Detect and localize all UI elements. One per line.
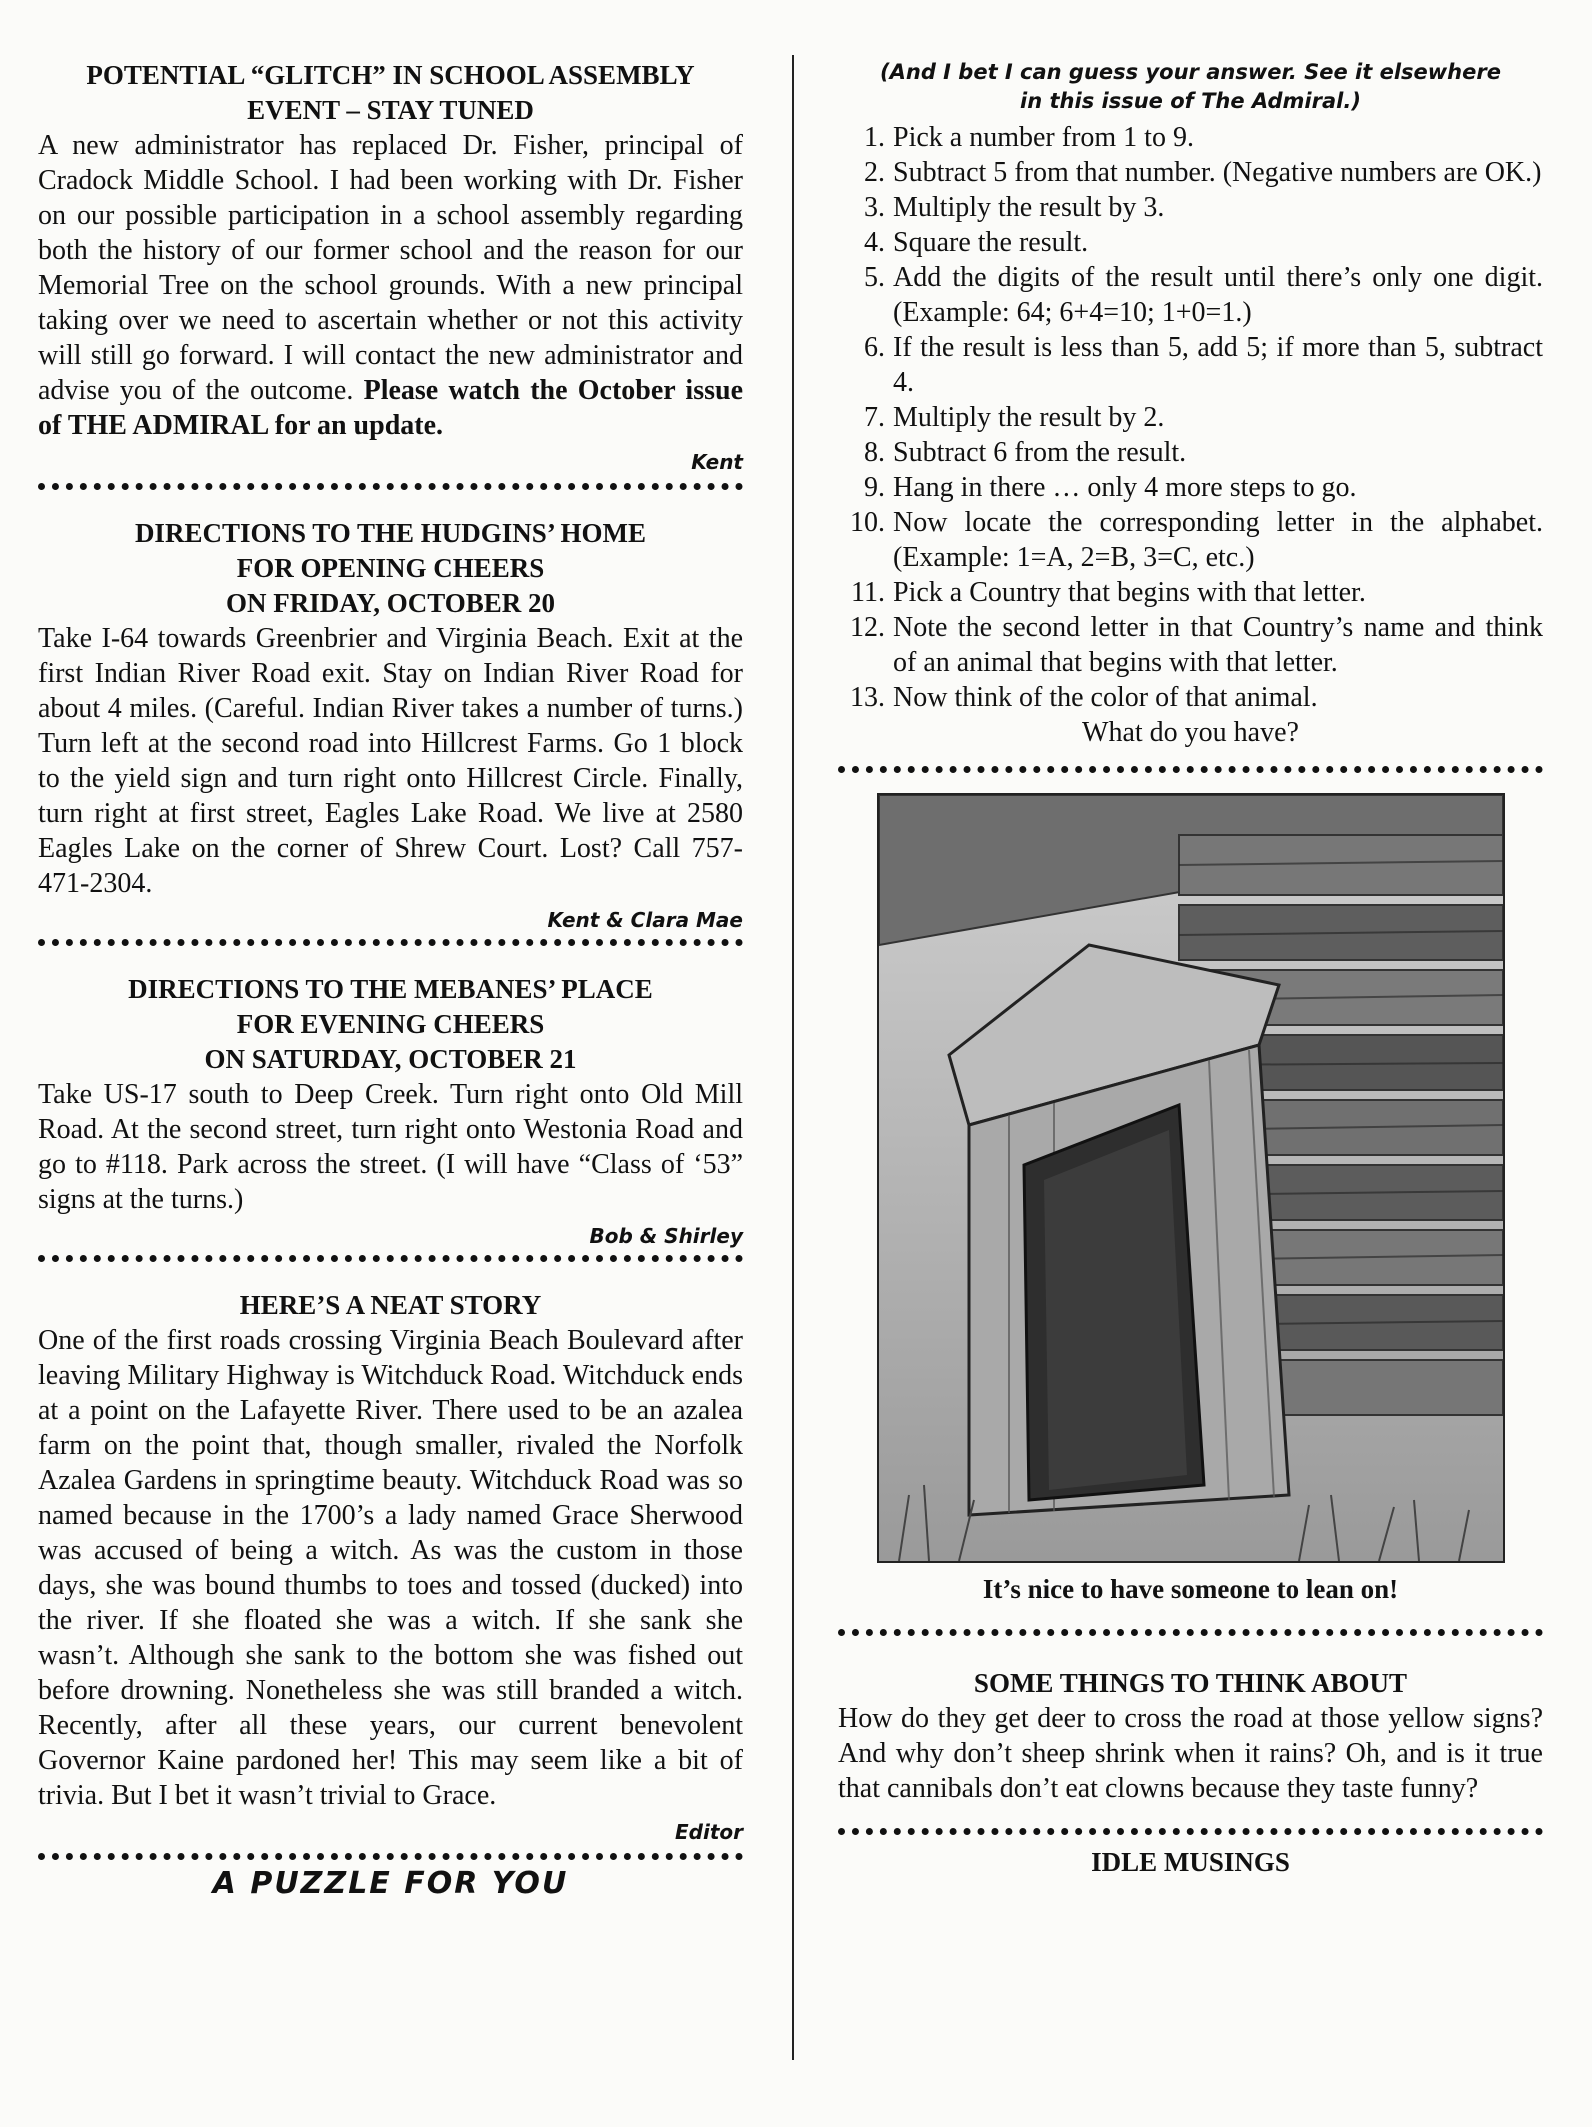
puzzle-step-number: 2. bbox=[864, 157, 885, 188]
puzzle-title: A PUZZLE FOR YOU bbox=[212, 1866, 569, 1901]
story-signature: Editor bbox=[675, 1820, 743, 1844]
puzzle-step bbox=[838, 190, 1543, 225]
dotted-divider bbox=[838, 1629, 1543, 1636]
glitch-signature: Kent bbox=[691, 450, 743, 474]
mebanes-title-line2: FOR EVENING CHEERS bbox=[236, 1009, 545, 1039]
puzzle-step-text: Now locate the corresponding letter in the alphabet. (Example: 1=A, 2=B, 3=C, etc.) bbox=[893, 507, 1543, 573]
puzzle-step-number: 6. bbox=[864, 332, 885, 363]
puzzle-step-number: 10. bbox=[850, 507, 885, 538]
idle-musings-title: IDLE MUSINGS bbox=[1091, 1847, 1290, 1877]
puzzle-step-number: 5. bbox=[864, 262, 885, 293]
glitch-title-line1: POTENTIAL “GLITCH” IN SCHOOL ASSEMBLY bbox=[86, 60, 695, 90]
dotted-divider bbox=[38, 1853, 743, 1860]
puzzle-step-number: 4. bbox=[864, 227, 885, 258]
puzzle-step bbox=[838, 260, 1543, 330]
hudgins-signature: Kent & Clara Mae bbox=[547, 908, 743, 932]
puzzle-step-text: Square the result. bbox=[893, 227, 1089, 258]
outhouse-photo bbox=[877, 793, 1505, 1563]
puzzle-step bbox=[838, 470, 1543, 505]
puzzle-step-number: 3. bbox=[864, 192, 885, 223]
puzzle-step bbox=[838, 575, 1543, 610]
think-body: How do they get deer to cross the road at those yellow signs? And why don’t sheep shrink when it rains? Oh, and is it true that cannibals don’t eat clowns because they taste funny? bbox=[838, 1703, 1543, 1804]
puzzle-intro-line2: in this issue of The Admiral.) bbox=[1020, 89, 1361, 113]
puzzle-step-number: 9. bbox=[864, 472, 885, 503]
glitch-article bbox=[38, 58, 743, 477]
mebanes-title-line3: ON SATURDAY, OCTOBER 21 bbox=[204, 1044, 577, 1074]
story-title: HERE’S A NEAT STORY bbox=[239, 1290, 542, 1320]
right-column bbox=[838, 58, 1543, 1880]
story-body: One of the first roads crossing Virginia Beach Boulevard after leaving Military Highway is Witchduck Road. Witchduck ends at a point on the Lafayette River. There used to be an azalea farm on the point that, though smaller, rivaled the Norfolk Azalea Gardens in springtime beauty. Witchduck Road was so named because in the 1700’s a lady named Grace Sherwood was accused of being a witch. As was the custom in those days, she was bound thumbs to toes and tossed (ducked) into the river. If she floated she was a witch. If she sank she wasn’t. Although she sank to the bottom she was fished out before drowning. Nonetheless she was still branded a witch. Recently, after all these years, our current benevolent Governor Kaine pardoned her! This may seem like a bit of trivia. But I bet it wasn’t trivial to Grace. bbox=[38, 1325, 743, 1811]
puzzle-step bbox=[838, 505, 1543, 575]
puzzle-step-number: 12. bbox=[850, 612, 885, 643]
glitch-body-text: A new administrator has replaced Dr. Fisher, principal of Cradock Middle School. I had been working with Dr. Fisher on our possible participation in a school assembly regarding both the history of our former school and the reason for our Memorial Tree on the school grounds. With a new principal taking over we need to ascertain whether or not this activity will still go forward. I will contact the new administrator and advise you of the outcome. bbox=[38, 130, 743, 406]
puzzle-step-text: Subtract 6 from the result. bbox=[893, 437, 1187, 468]
mebanes-body: Take US-17 south to Deep Creek. Turn right onto Old Mill Road. At the second street, turn right onto Westonia Road and go to #118. Park across the street. (I will have “Class of ‘53” signs at the turns.) bbox=[38, 1079, 743, 1215]
hudgins-title-line2: FOR OPENING CHEERS bbox=[236, 553, 545, 583]
puzzle-step-text: Note the second letter in that Country’s name and think of an animal that begins with that letter. bbox=[893, 612, 1543, 678]
puzzle-step-text: Subtract 5 from that number. (Negative numbers are OK.) bbox=[893, 157, 1542, 188]
puzzle-step bbox=[838, 435, 1543, 470]
puzzle-step bbox=[838, 680, 1543, 715]
puzzle-step-text: Now think of the color of that animal. bbox=[893, 682, 1318, 713]
puzzle-step-text: Pick a number from 1 to 9. bbox=[893, 122, 1194, 153]
hudgins-body: Take I-64 towards Greenbrier and Virginia Beach. Exit at the first Indian River Road exit. Stay on Indian River Road for about 4 miles. (Careful. Indian River takes a number of turns.) Turn left at the second road into Hillcrest Farms. Go 1 block to the yield sign and turn right onto Hillcrest Circle. Finally, turn right at first street, Eagles Lake Road. We live at 2580 Eagles Lake on the corner of Shrew Court. Lost? Call 757-471-2304. bbox=[38, 623, 743, 899]
puzzle-step-text: Pick a Country that begins with that letter. bbox=[893, 577, 1366, 608]
mebanes-article bbox=[38, 972, 743, 1251]
story-article bbox=[38, 1288, 743, 1847]
puzzle-step-number: 13. bbox=[850, 682, 885, 713]
puzzle-step-text: Add the digits of the result until there’s only one digit. (Example: 64; 6+4=10; 1+0=1.) bbox=[893, 262, 1543, 328]
puzzle-step bbox=[838, 155, 1543, 190]
puzzle-step-text: Multiply the result by 3. bbox=[893, 192, 1165, 223]
dotted-divider bbox=[38, 939, 743, 946]
dotted-divider bbox=[38, 483, 743, 490]
dotted-divider bbox=[838, 766, 1543, 773]
puzzle-step-number: 1. bbox=[864, 122, 885, 153]
puzzle-step-number: 11. bbox=[851, 577, 885, 608]
puzzle-step bbox=[838, 120, 1543, 155]
hudgins-title-line1: DIRECTIONS TO THE HUDGINS’ HOME bbox=[134, 518, 647, 548]
puzzle-step bbox=[838, 610, 1543, 680]
puzzle-step-number: 7. bbox=[864, 402, 885, 433]
hudgins-title-line3: ON FRIDAY, OCTOBER 20 bbox=[225, 588, 556, 618]
puzzle-intro-line1: (And I bet I can guess your answer. See it elsewhere bbox=[880, 60, 1501, 84]
photo-caption: It’s nice to have someone to lean on! bbox=[982, 1574, 1399, 1604]
mebanes-signature: Bob & Shirley bbox=[589, 1224, 743, 1248]
puzzle-step bbox=[838, 225, 1543, 260]
mebanes-title-line1: DIRECTIONS TO THE MEBANES’ PLACE bbox=[128, 974, 653, 1004]
glitch-title-line2: EVENT – STAY TUNED bbox=[247, 95, 534, 125]
puzzle-steps-list bbox=[838, 120, 1543, 715]
outhouse-illustration bbox=[879, 795, 1503, 1561]
hudgins-article bbox=[38, 516, 743, 935]
puzzle-step-text: If the result is less than 5, add 5; if more than 5, subtract 4. bbox=[893, 332, 1543, 398]
column-divider bbox=[792, 55, 794, 2060]
glitch-body-bold: Please watch the October issue of THE ADMIRAL for an update. bbox=[38, 375, 744, 441]
puzzle-step-text: Multiply the result by 2. bbox=[893, 402, 1165, 433]
puzzle-step-text: Hang in there … only 4 more steps to go. bbox=[893, 472, 1357, 503]
think-title: SOME THINGS TO THINK ABOUT bbox=[973, 1668, 1408, 1698]
left-column bbox=[38, 58, 743, 1932]
dotted-divider bbox=[838, 1828, 1543, 1835]
puzzle-question: What do you have? bbox=[1082, 717, 1299, 748]
puzzle-step bbox=[838, 400, 1543, 435]
glitch-body bbox=[38, 128, 743, 443]
dotted-divider bbox=[38, 1255, 743, 1262]
puzzle-step bbox=[838, 330, 1543, 400]
think-article bbox=[838, 1666, 1543, 1806]
puzzle-step-number: 8. bbox=[864, 437, 885, 468]
